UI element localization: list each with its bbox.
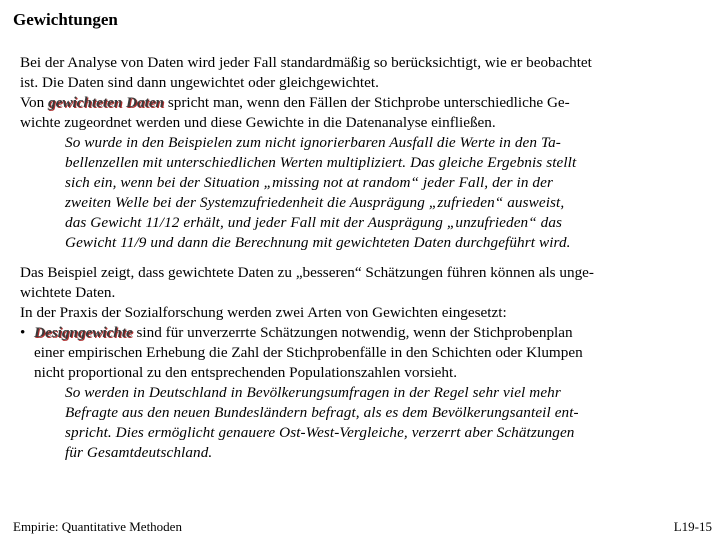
intro-line-3-pre: Von [20,94,48,111]
para2-line-3: In der Praxis der Sozialforschung werden zwei Arten von Gewichten eingesetzt: [20,304,507,321]
page-title: Gewichtungen [13,10,118,29]
bullet-marker: • [20,324,26,341]
example1-line: zweiten Welle bei der Systemzufriedenheit die Ausprägung „zufrieden“ ausweist, [65,194,565,211]
intro-line-2: ist. Die Daten sind dann ungewichtet oder gleichgewichtet. [20,74,379,91]
footer-course: Empirie: Quantitative Methoden [13,519,182,534]
example1-line: bellenzellen mit unterschiedlichen Werten multipliziert. Das gleiche Ergebnis stellt [65,154,577,171]
example2-line: Befragte aus den neuen Bundesländern befragt, als es dem Bevölkerungsanteil ent- [65,404,579,421]
example2-line: So werden in Deutschland in Bevölkerungsumfragen in der Regel sehr viel mehr [65,384,561,401]
intro-line-3 [20,93,710,113]
example1-line: das Gewicht 11/12 erhält, und jeder Fall mit der Ausprägung „unzufrieden“ das [65,214,563,231]
intro-line-4: wichte zugeordnet werden und diese Gewichte in die Datenanalyse einfließen. [20,114,496,131]
bullet-designgewichte [20,323,710,343]
example1-line: sich ein, wenn bei der Situation „missing not at random“ jeder Fall, der in der [65,174,553,191]
example1-line: So wurde in den Beispielen zum nicht ignorierbaren Ausfall die Werte in den Ta- [65,134,561,151]
keyword-designgewichte: Designgewichte [34,324,133,341]
intro-line-3-post: spricht man, wenn den Fällen der Stichprobe unterschiedliche Ge- [164,94,570,111]
para2-line-2: wichtete Daten. [20,284,116,301]
slide-body [20,53,710,463]
para2-line-1: Das Beispiel zeigt, dass gewichtete Daten zu „besseren“ Schätzungen führen können als unge- [20,264,594,281]
bullet-line-2: einer empirischen Erhebung die Zahl der Stichprobenfälle in den Schichten oder Klumpen [34,344,583,361]
keyword-gewichtete-daten: gewichteten Daten [48,94,165,111]
bullet-line-3: nicht proportional zu den entsprechenden Populationszahlen vorsieht. [34,364,458,381]
bullet-line-1-post: sind für unverzerrte Schätzungen notwendig, wenn der Stichprobenplan [132,324,573,341]
example2-line: für Gesamtdeutschland. [65,444,213,461]
spacer [20,253,710,263]
example2-line: spricht. Dies ermöglicht genauere Ost-West-Vergleiche, verzerrt aber Schätzungen [65,424,575,441]
example1-line: Gewicht 11/9 und dann die Berechnung mit gewichteten Daten durchgeführt wird. [65,234,571,251]
footer-page-number: L19-15 [673,519,712,534]
intro-line-1: Bei der Analyse von Daten wird jeder Fall standardmäßig so berücksichtigt, wie er beobachtet [20,54,592,71]
